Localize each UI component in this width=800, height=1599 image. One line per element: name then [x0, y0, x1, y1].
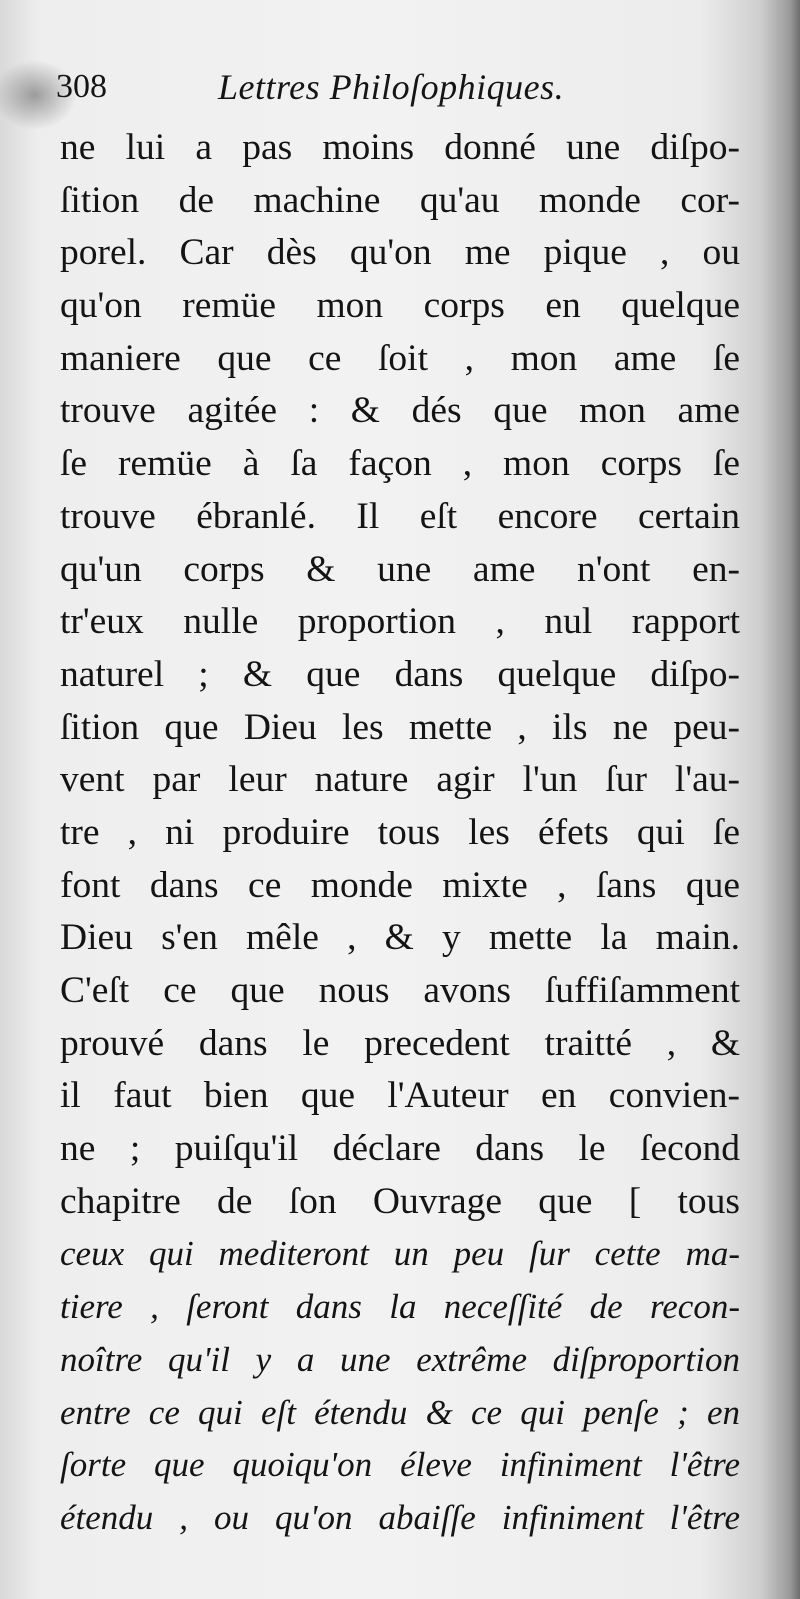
text-line: qu'un corps & une ame n'ont en-	[60, 548, 740, 590]
text-line: qu'on remüe mon corps en quelque	[60, 285, 740, 327]
text-line: vent par leur nature agir l'un ſur l'au-	[60, 759, 740, 801]
text-line: prouvé dans le precedent traitté , &	[60, 1022, 740, 1064]
text-line: chapitre de ſon Ouvrage que [ tous	[60, 1180, 740, 1222]
text-line: porel. Car dès qu'on me pique , ou	[60, 232, 740, 274]
text-line: tre , ni produire tous les éfets qui ſe	[60, 811, 740, 853]
body-text	[60, 122, 740, 1545]
text-line: ne ; puiſqu'il déclare dans le ſecond	[60, 1128, 740, 1170]
text-line: trouve agitée : & dés que mon ame	[60, 390, 740, 432]
page-number: 308	[56, 68, 107, 105]
text-line: ſition de machine qu'au monde cor-	[60, 179, 740, 221]
text-line: tr'eux nulle proportion , nul rapport	[60, 601, 740, 643]
text-line: Dieu s'en mêle , & y mette la main.	[60, 917, 740, 959]
text-line: font dans ce monde mixte , ſans que	[60, 864, 740, 906]
running-title: Lettres Philoſophiques.	[218, 67, 565, 107]
text-line: entre ce qui eſt étendu & ce qui penſe ; en	[60, 1392, 740, 1432]
text-line: tiere , ſeront dans la neceſſité de recon-	[60, 1287, 740, 1327]
text-line: étendu , ou qu'on abaiſſe infiniment l'être	[60, 1497, 740, 1537]
text-line: maniere que ce ſoit , mon ame ſe	[60, 337, 740, 379]
text-line: ceux qui mediteront un peu ſur cette ma-	[60, 1234, 740, 1274]
page-header	[56, 62, 616, 114]
text-line: naturel ; & que dans quelque diſpo-	[60, 653, 740, 695]
text-line: ne lui a pas moins donné une diſpo-	[60, 127, 740, 168]
text-line: trouve ébranlé. Il eſt encore certain	[60, 495, 740, 537]
text-line: C'eſt ce que nous avons ſuffiſamment	[60, 970, 740, 1011]
text-line: ſorte que quoiqu'on éleve infiniment l'être	[60, 1445, 740, 1485]
text-line: ſition que Dieu les mette , ils ne peu-	[60, 706, 740, 748]
text-line: ſe remüe à ſa façon , mon corps ſe	[60, 443, 740, 485]
text-line: il faut bien que l'Auteur en convien-	[60, 1075, 740, 1117]
text-line: noître qu'il y a une extrême diſproportion	[60, 1339, 740, 1379]
